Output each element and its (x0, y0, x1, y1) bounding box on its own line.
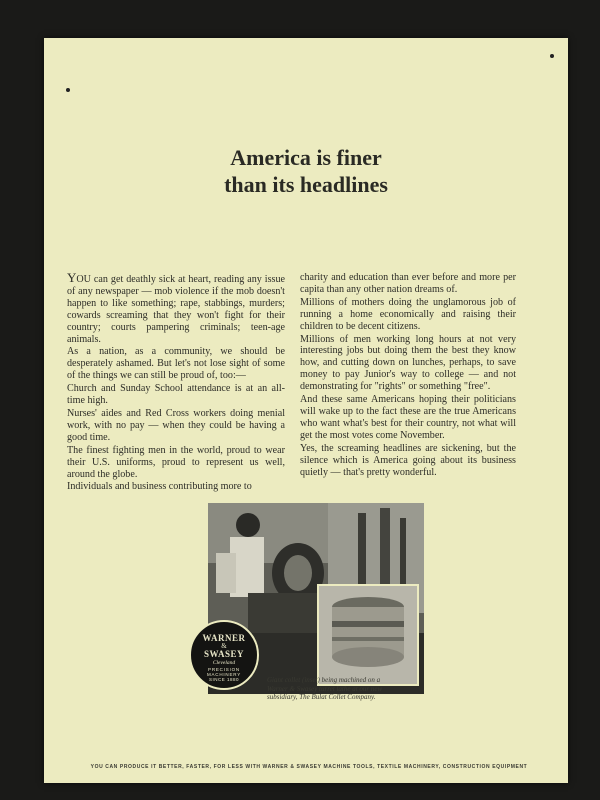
footer-tagline: YOU CAN PRODUCE IT BETTER, FASTER, FOR LESS WITH WARNER & SWASEY MACHINE TOOLS, TEXTILE MACHINERY, CONSTRUCTION EQUIPMENT (90, 764, 528, 770)
paragraph: Nurses' aides and Red Cross workers doing menial work, with no pay — when they could be having a good time. (67, 407, 285, 443)
paragraph: Church and Sunday School attendance is at an all-time high. (67, 383, 285, 407)
warner-swasey-logo: WARNER & SWASEY Cleveland PRECISION MACHINERY SINCE 1880 (189, 620, 259, 690)
photo-caption: Giant collet (inset) being machined on a Warner & Swasey turret lathe at our new subsidiary, The Bulat Collet Company. (267, 676, 383, 701)
paragraph: And these same Americans hoping their politicians will wake up to the fact these are the true Americans who want what's best for their country, not what will get the most votes come November. (300, 394, 516, 441)
print-dot (550, 54, 554, 58)
headline-line-1: America is finer (230, 145, 382, 170)
magazine-page (44, 38, 568, 783)
paragraph: Yes, the screaming headlines are sickening, but the silence which is America going about its business quietly — that's pretty wonderful. (300, 442, 516, 478)
body-column-right (300, 272, 516, 479)
paragraph: The finest fighting men in the world, proud to wear their U.S. uniforms, proud to represent us well, around the globe. (67, 444, 285, 480)
print-dot (66, 88, 70, 92)
paragraph: Individuals and business contributing more to (67, 481, 252, 493)
headline-line-2: than its headlines (224, 172, 388, 197)
body-column-left (67, 272, 285, 494)
paragraph: charity and education than ever before and more per capita than any other nation dreams of. (300, 272, 516, 295)
paragraph: YOU can get deathly sick at heart, reading any issue of any newspaper — mob violence if the mob doesn't happen to like something; rape, stabbings, murders; cowards screaming that they won't fight for their country; courts pampering criminals; teen-age animals. (67, 270, 285, 345)
drop-cap: Y (67, 270, 77, 285)
paragraph: Millions of men working long hours at not very interesting jobs but doing them the best they know how, and cutting down on lunches, perhaps, to save money to pay Junior's way to college — and not demonstrating for "rights" or something "free". (300, 333, 516, 393)
paragraph: Millions of mothers doing the unglamorous job of running a home economically and raising their children to be decent citizens. (300, 296, 516, 332)
paragraph: As a nation, as a community, we should be desperately ashamed. But let's not lose sight of some of the things we can still be proud of, too:— (67, 346, 285, 382)
headline (44, 144, 568, 198)
